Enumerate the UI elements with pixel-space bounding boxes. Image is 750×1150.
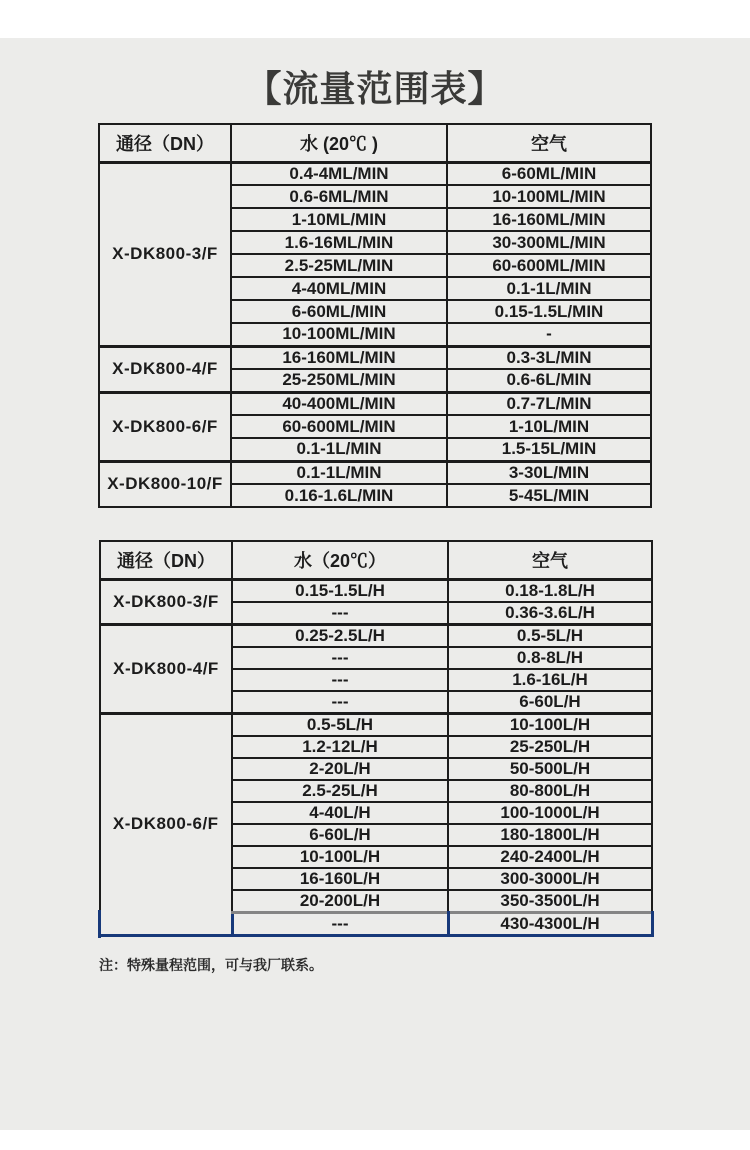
air-value-cell: 0.36-3.6L/H (448, 602, 652, 625)
model-cell: X-DK800-4/F (100, 624, 232, 713)
water-value-cell: 0.1-1L/MIN (231, 438, 447, 461)
air-value-cell: 6-60ML/MIN (447, 162, 651, 185)
water-value-cell: 0.5-5L/H (232, 713, 448, 736)
air-value-cell: 50-500L/H (448, 758, 652, 780)
col-header-air: 空气 (447, 124, 651, 162)
table-flow-range-per-minute (98, 123, 652, 508)
water-value-cell: --- (232, 691, 448, 714)
model-cell: X-DK800-10/F (99, 461, 231, 507)
air-value-cell: 430-4300L/H (448, 912, 652, 935)
footnote: 注：特殊量程范围，可与我厂联系。 (99, 956, 323, 973)
table-row (99, 392, 651, 415)
water-value-cell: 0.16-1.6L/MIN (231, 484, 447, 507)
air-value-cell: 16-160ML/MIN (447, 208, 651, 231)
table-row (100, 624, 652, 647)
water-value-cell: 10-100L/H (232, 846, 448, 868)
table-row (99, 461, 651, 484)
air-value-cell: 10-100ML/MIN (447, 185, 651, 208)
air-value-cell: 180-1800L/H (448, 824, 652, 846)
water-value-cell: 20-200L/H (232, 890, 448, 913)
air-value-cell: 300-3000L/H (448, 868, 652, 890)
air-value-cell: 0.3-3L/MIN (447, 346, 651, 369)
water-value-cell: 6-60L/H (232, 824, 448, 846)
table-row (100, 579, 652, 602)
table-body (99, 162, 651, 507)
table-row (99, 346, 651, 369)
air-value-cell: 1.6-16L/H (448, 669, 652, 691)
col-header-diameter-dn: 通径（DN） (100, 541, 232, 579)
air-value-cell: 60-600ML/MIN (447, 254, 651, 277)
water-value-cell: 0.25-2.5L/H (232, 624, 448, 647)
water-value-cell: 10-100ML/MIN (231, 323, 447, 346)
col-header-air: 空气 (448, 541, 652, 579)
water-value-cell: 1.6-16ML/MIN (231, 231, 447, 254)
air-value-cell: 350-3500L/H (448, 890, 652, 913)
model-cell: X-DK800-3/F (100, 579, 232, 624)
water-value-cell: 16-160ML/MIN (231, 346, 447, 369)
model-cell: X-DK800-4/F (99, 346, 231, 392)
air-value-cell: 0.1-1L/MIN (447, 277, 651, 300)
page-title: 【流量范围表】 (245, 68, 505, 109)
water-value-cell: 4-40ML/MIN (231, 277, 447, 300)
table-row (100, 713, 652, 736)
water-value-cell: --- (232, 669, 448, 691)
air-value-cell: 0.6-6L/MIN (447, 369, 651, 392)
water-value-cell: 6-60ML/MIN (231, 300, 447, 323)
water-value-cell: --- (232, 647, 448, 669)
air-value-cell: 5-45L/MIN (447, 484, 651, 507)
water-value-cell: 0.6-6ML/MIN (231, 185, 447, 208)
navy-border-corner-segment (98, 910, 101, 938)
table2-wrapper (99, 540, 651, 937)
col-header-water-20c: 水 (20℃ ) (231, 124, 447, 162)
table-header-row (99, 124, 651, 162)
air-value-cell: 100-1000L/H (448, 802, 652, 824)
water-value-cell: 40-400ML/MIN (231, 392, 447, 415)
table-body (100, 579, 652, 935)
water-value-cell: --- (232, 602, 448, 625)
table-row (99, 162, 651, 185)
table-header-row (100, 541, 652, 579)
air-value-cell: 1.5-15L/MIN (447, 438, 651, 461)
air-value-cell: 80-800L/H (448, 780, 652, 802)
air-value-cell: 3-30L/MIN (447, 461, 651, 484)
air-value-cell: 0.8-8L/H (448, 647, 652, 669)
col-header-water-20c: 水（20℃） (232, 541, 448, 579)
col-header-diameter-dn: 通径（DN） (99, 124, 231, 162)
water-value-cell: 16-160L/H (232, 868, 448, 890)
model-cell: X-DK800-6/F (100, 713, 232, 935)
water-value-cell: 4-40L/H (232, 802, 448, 824)
water-value-cell: 25-250ML/MIN (231, 369, 447, 392)
air-value-cell: 0.5-5L/H (448, 624, 652, 647)
water-value-cell: 1.2-12L/H (232, 736, 448, 758)
air-value-cell: 240-2400L/H (448, 846, 652, 868)
water-value-cell: --- (232, 912, 448, 935)
model-cell: X-DK800-3/F (99, 162, 231, 346)
water-value-cell: 1-10ML/MIN (231, 208, 447, 231)
air-value-cell: 1-10L/MIN (447, 415, 651, 438)
air-value-cell: 6-60L/H (448, 691, 652, 714)
water-value-cell: 2-20L/H (232, 758, 448, 780)
water-value-cell: 2.5-25L/H (232, 780, 448, 802)
water-value-cell: 0.15-1.5L/H (232, 579, 448, 602)
air-value-cell: 30-300ML/MIN (447, 231, 651, 254)
air-value-cell: 0.7-7L/MIN (447, 392, 651, 415)
table-flow-range-per-hour (99, 540, 654, 937)
air-value-cell: 0.15-1.5L/MIN (447, 300, 651, 323)
water-value-cell: 60-600ML/MIN (231, 415, 447, 438)
air-value-cell: - (447, 323, 651, 346)
water-value-cell: 2.5-25ML/MIN (231, 254, 447, 277)
water-value-cell: 0.4-4ML/MIN (231, 162, 447, 185)
air-value-cell: 10-100L/H (448, 713, 652, 736)
water-value-cell: 0.1-1L/MIN (231, 461, 447, 484)
air-value-cell: 0.18-1.8L/H (448, 579, 652, 602)
gray-background-band (0, 38, 750, 1130)
model-cell: X-DK800-6/F (99, 392, 231, 461)
air-value-cell: 25-250L/H (448, 736, 652, 758)
